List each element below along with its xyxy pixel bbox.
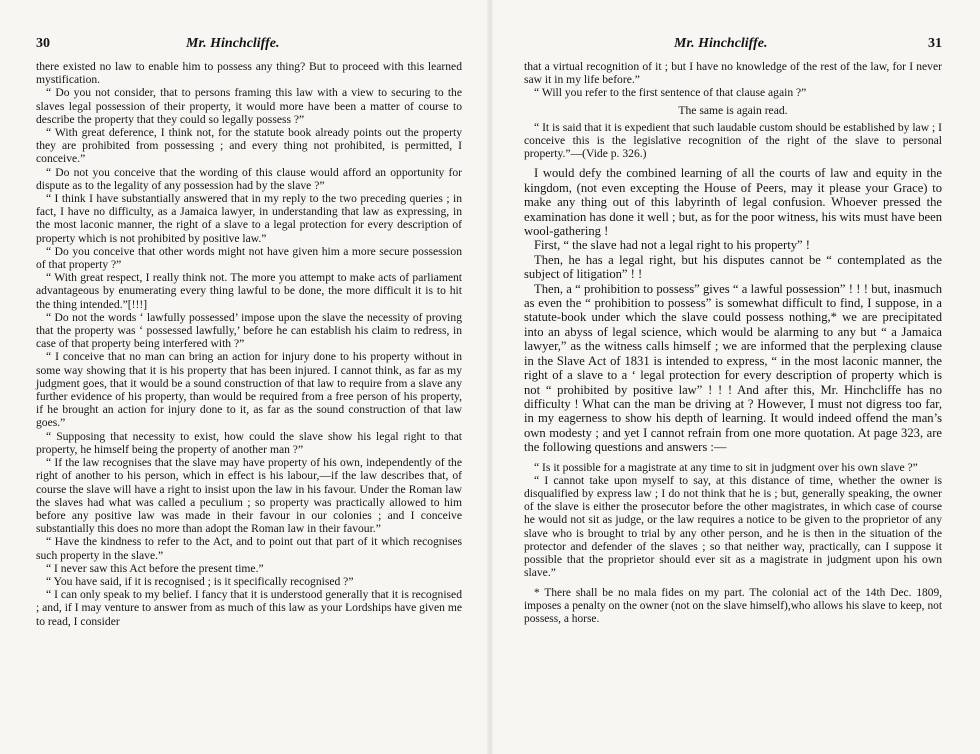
paragraph: “ I think I have substantially answered that in my reply to the two preceding queries ; in fact, I have no difficulty, as a Jamaica lawyer, in understanding that law as expressing, in the most laconic manner, the right of a slave to a legal protection for every description of property which is not prohibited by positive law.” <box>36 192 462 245</box>
left-page-header <box>36 36 462 58</box>
paragraph: First, “ the slave had not a legal right to his property” ! <box>534 238 810 253</box>
paragraph: “ Do not you conceive that the wording of this clause would afford an opportunity for dispute as to the legality of any possession had by the slave ?” <box>36 165 462 192</box>
paragraph: Then, a “ prohibition to possess” gives “ a lawful possession” ! ! ! but, inasmuch as even the “ prohibition to possess” is somewhat difficult to find, I suppose, in a statute-book under which the slave could possess nothing,* we are precipitated into an abyss of legal science, which would be alarming to any but “ a Jamaica lawyer,” as the witness calls himself ; we are informed that the perplexing clause in the Slave Act of 1831 is intended to express, “ in the most laconic manner, the right of a slave to a ‘ legal protection for every description of property which is not “ prohibited by positive law” ! ! ! And after this, Mr. Hinchcliffe has no difficulty ! What can the man be driving at ? However, I must not digress too far, in my eagerness to show his depth of learning. It would indeed offend the man’s own modesty ; and yet I cannot refrain from one more quotation. At page 323, are the following questions and answers :— <box>524 281 942 455</box>
paragraph: “ It is said that it is expedient that such laudable custom should be established by law ; I conceive this is the legislative recognition of the right of the slave to personal property.”—(Vide p. 326.) <box>524 120 942 161</box>
paragraph: “ Is it possible for a magistrate at any time to sit in judgment over his own slave ?” <box>534 460 918 474</box>
paragraph: “ Will you refer to the first sentence of that clause again ?” <box>534 86 807 100</box>
paragraph: I would defy the combined learning of all the courts of law and equity in the kingdom, (not even excepting the House of Peers, may it please your Grace) to make any thing out of this labyrinth of legal confusion. Whoever pressed the examination has done it well ; but, as for the poor witness, his wits must have been wool-gathering ! <box>524 166 942 239</box>
right-body <box>524 60 942 579</box>
page-number: 31 <box>928 36 942 51</box>
paragraph: “ I can only speak to my belief. I fancy that it is understood generally that it is recognised ; and, if I may venture to answer from as much of this law as your Lordships have given me to read, I consider <box>36 588 462 628</box>
paragraph: “ Do you conceive that other words might not have given him a more secure possession of that property ?” <box>36 244 462 272</box>
commentary-block <box>524 166 942 454</box>
paragraph: “ I cannot take upon myself to say, at this distance of time, whether the owner is disqualified by express law ; I do not think that he is ; but, generally speaking, the owner of the slave is either the prosecutor before the other magistrates, in which case of course he would not sit as judge, or the law requires a notice to be given to the proprietor of any slave who is brought to trial by any other person, and he is then in the situation of the protector and defender of the slaves ; so that neither way, practically, can I suppose it possible that the proprietor should ever sit as a magistrate in judgment upon his own slave.” <box>524 473 942 580</box>
paragraph: “ With great deference, I think not, for the statute book already points out the property they are prohibited from possessing ; and every thing not prohibited, is permitted, I conceive.” <box>36 126 462 166</box>
paragraph: “ Supposing that necessity to exist, how could the slave show his legal right to that property, he himself being the property of another man ?” <box>36 429 462 456</box>
paragraph: “ Have the kindness to refer to the Act, and to point out that part of it which recognises such property in the slave.” <box>36 535 462 562</box>
footnote: * There shall be no mala fides on my part. The colonial act of the 14th Dec. 1809, imposes a penalty on the owner (not on the slave himself),who allows his slave to keep, not possess, a horse. <box>524 587 942 626</box>
stage-direction: The same is again read. <box>678 103 788 117</box>
running-title: Mr. Hinchcliffe. <box>186 36 280 51</box>
left-body <box>36 60 462 628</box>
page-number: 30 <box>36 36 50 51</box>
paragraph: Then, he has a legal right, but his disputes cannot be “ contemplated as the subject of litigation” ! ! <box>524 252 942 282</box>
right-page-header <box>524 36 942 58</box>
paragraph: “ Do you not consider, that to persons framing this law with a view to securing to the slaves legal possession of their property, it would more have been a matter of course to describe the property that they could so legally possess ?” <box>36 86 462 126</box>
paragraph: “ I conceive that no man can bring an action for injury done to his property without in some way showing that it is his property that has been injured. I cannot think, as far as my judgment goes, that it would be a sound construction of that law to require from a slave any further evidence of his property, than would be required from a free person of his property, if he brought an action for injury done to it, as far as the sound construction of that law goes.” <box>36 350 462 430</box>
paragraph: that a virtual recognition of it ; but I have no knowledge of the rest of the law, for I never saw it in my life before.” <box>524 60 942 87</box>
paragraph: there existed no law to enable him to possess any thing? But to proceed with this learned mystification. <box>36 60 462 87</box>
paragraph: “ You have said, if it is recognised ; is it specifically recognised ?” <box>46 574 354 588</box>
paragraph: “ I never saw this Act before the present time.” <box>46 561 264 575</box>
paragraph: “ With great respect, I really think not. The more you attempt to make acts of parliament advantageous by enumerating every thing lawful to be done, the more difficult it is to hit the thing intended.”[!!!] <box>36 271 462 311</box>
paragraph: “ Do not the words ‘ lawfully possessed’ impose upon the slave the necessity of proving that the property was ‘ possessed lawfully,’ before he can establish his claim to redress, in case of that property being interfered with ?” <box>36 310 462 351</box>
paragraph: “ If the law recognises that the slave may have property of his own, independently of the right of another to his person, which in effect is his labour,—if the law describes that, of course the slave will have a right to insist upon the law in his favour. Under the Roman law the slaves had what was called a peculium ; so property was practically allowed to him before any positive law was made in their favour in our colonies ; and I conceive substantially this does no more than adopt the Roman law in their favour.” <box>36 456 462 536</box>
running-title: Mr. Hinchcliffe. <box>674 36 768 51</box>
right-page <box>490 0 980 754</box>
